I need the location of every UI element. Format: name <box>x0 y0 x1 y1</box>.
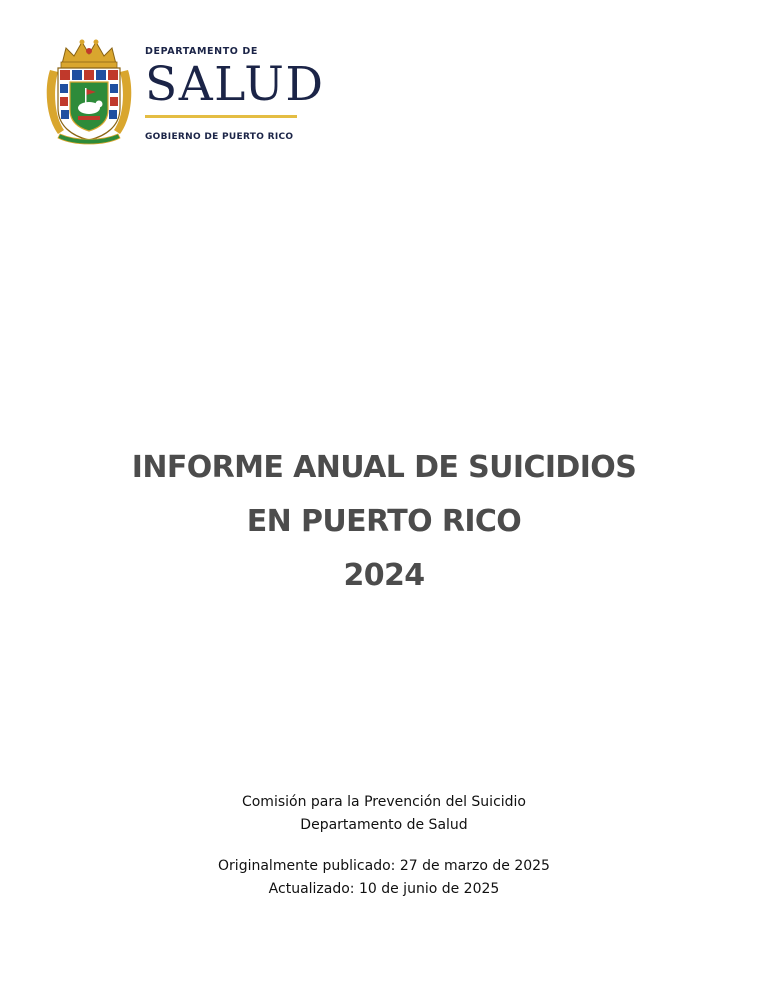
published-date: Originalmente publicado: 27 de marzo de 2025 <box>218 858 550 874</box>
footer-spacer <box>0 837 768 855</box>
brand-divider <box>145 115 297 118</box>
title-line-2: EN PUERTO RICO <box>246 504 522 539</box>
department-line: Departamento de Salud <box>300 817 468 833</box>
coat-of-arms-icon <box>44 38 134 148</box>
brand-text <box>145 46 325 142</box>
department-prefix: DEPARTAMENTO DE <box>145 46 258 57</box>
title-year: 2024 <box>343 558 425 593</box>
department-logo <box>44 38 325 162</box>
commission-name: Comisión para la Prevención del Suicidio <box>241 794 527 810</box>
department-name: SALUD <box>145 57 325 112</box>
report-title <box>0 441 768 603</box>
government-name: GOBIERNO DE PUERTO RICO <box>145 132 294 142</box>
title-line-1: INFORME ANUAL DE SUICIDIOS <box>131 450 637 485</box>
report-footer <box>0 791 768 901</box>
updated-date: Actualizado: 10 de junio de 2025 <box>268 881 500 897</box>
